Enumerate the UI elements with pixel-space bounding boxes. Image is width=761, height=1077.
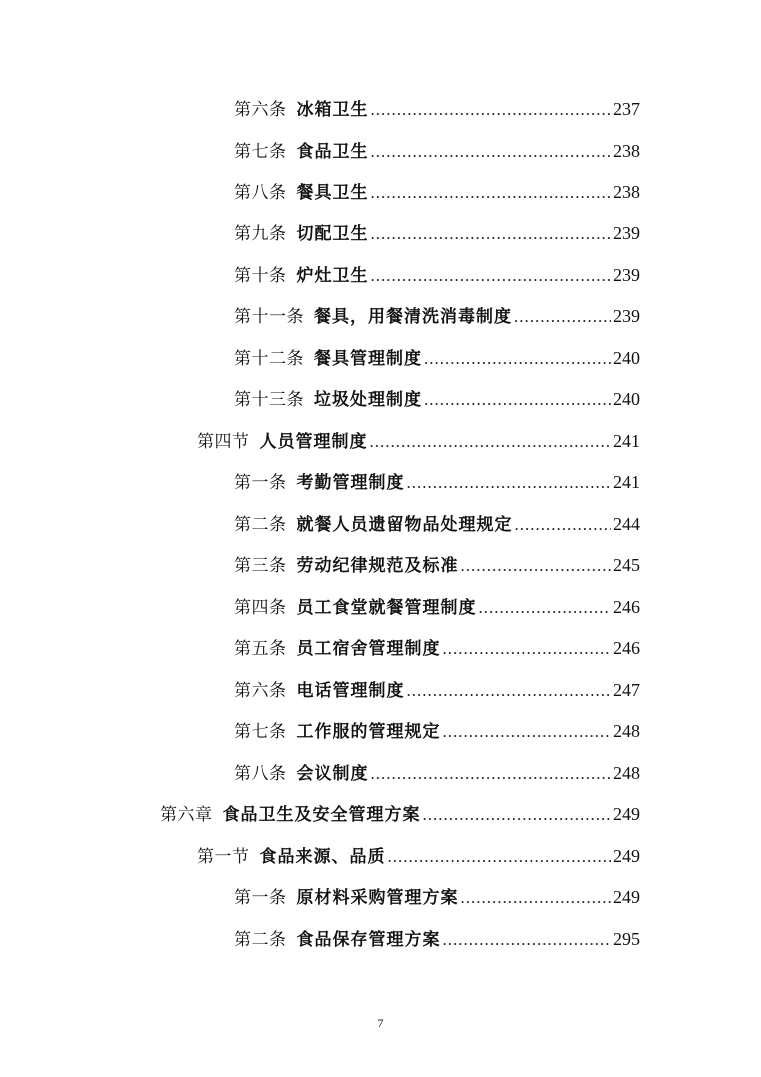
page-number: 7 bbox=[377, 1016, 384, 1030]
entry-number: 第八条 bbox=[234, 183, 287, 203]
entry-title: 炉灶卫生 bbox=[296, 266, 369, 286]
dot-leader bbox=[371, 140, 612, 164]
entry-page: 295 bbox=[613, 929, 640, 949]
entry-title: 劳动纪律规范及标准 bbox=[296, 556, 459, 576]
entry-page: 238 bbox=[613, 182, 640, 202]
entry-number: 第一节 bbox=[197, 847, 250, 867]
entry-page: 239 bbox=[613, 306, 640, 326]
entry-title: 工作服的管理规定 bbox=[296, 722, 441, 742]
toc-entry[interactable] bbox=[234, 927, 640, 951]
toc-entry[interactable] bbox=[234, 304, 640, 328]
toc-entry[interactable] bbox=[234, 470, 640, 494]
dot-leader bbox=[443, 928, 612, 952]
dot-leader bbox=[370, 430, 612, 454]
entry-title: 餐具管理制度 bbox=[314, 349, 422, 369]
entry-page: 241 bbox=[613, 472, 640, 492]
toc-entry[interactable] bbox=[234, 719, 640, 743]
dot-leader bbox=[514, 305, 611, 329]
toc-entry[interactable] bbox=[234, 761, 640, 785]
toc-entry[interactable] bbox=[234, 636, 640, 660]
entry-number: 第三条 bbox=[234, 556, 287, 576]
entry-title: 切配卫生 bbox=[296, 224, 369, 244]
entry-title: 电话管理制度 bbox=[296, 681, 405, 701]
toc-entry[interactable] bbox=[234, 595, 640, 619]
entry-page: 244 bbox=[613, 514, 640, 534]
entry-page: 246 bbox=[613, 638, 640, 658]
dot-leader bbox=[371, 264, 612, 288]
entry-title: 就餐人员遗留物品处理规定 bbox=[296, 515, 513, 535]
toc-entry[interactable] bbox=[234, 678, 640, 702]
entry-title: 考勤管理制度 bbox=[296, 473, 405, 493]
entry-number: 第二条 bbox=[234, 515, 287, 535]
dot-leader bbox=[461, 554, 612, 578]
entry-title: 食品卫生 bbox=[296, 142, 369, 162]
entry-number: 第十条 bbox=[234, 266, 287, 286]
toc-entry[interactable] bbox=[234, 387, 640, 411]
entry-page: 238 bbox=[613, 141, 640, 161]
dot-leader bbox=[443, 637, 612, 661]
entry-title: 员工宿舍管理制度 bbox=[296, 639, 441, 659]
entry-number: 第八条 bbox=[234, 764, 287, 784]
dot-leader bbox=[407, 679, 612, 703]
entry-title: 食品来源、品质 bbox=[259, 847, 386, 867]
entry-number: 第六条 bbox=[234, 681, 287, 701]
entry-title: 冰箱卫生 bbox=[296, 100, 369, 120]
dot-leader bbox=[371, 222, 612, 246]
entry-title: 食品卫生及安全管理方案 bbox=[222, 805, 421, 825]
entry-page: 246 bbox=[613, 597, 640, 617]
entry-number: 第六章 bbox=[160, 805, 213, 825]
entry-page: 248 bbox=[613, 721, 640, 741]
toc-entry[interactable] bbox=[234, 139, 640, 163]
entry-number: 第七条 bbox=[234, 722, 287, 742]
entry-page: 241 bbox=[613, 431, 640, 451]
entry-title: 餐具卫生 bbox=[296, 183, 369, 203]
toc-entry[interactable] bbox=[234, 180, 640, 204]
entry-page: 249 bbox=[613, 804, 640, 824]
entry-number: 第七条 bbox=[234, 142, 287, 162]
entry-page: 237 bbox=[613, 99, 640, 119]
toc-entry[interactable] bbox=[234, 346, 640, 370]
entry-title: 人员管理制度 bbox=[259, 432, 368, 452]
dot-leader bbox=[388, 845, 612, 869]
entry-page: 239 bbox=[613, 223, 640, 243]
entry-number: 第四条 bbox=[234, 598, 287, 618]
entry-number: 第十一条 bbox=[234, 307, 304, 327]
toc-entry[interactable] bbox=[234, 885, 640, 909]
dot-leader bbox=[424, 388, 611, 412]
entry-page: 247 bbox=[613, 680, 640, 700]
entry-page: 239 bbox=[613, 265, 640, 285]
toc-entry[interactable] bbox=[234, 553, 640, 577]
dot-leader bbox=[461, 886, 612, 910]
entry-page: 249 bbox=[613, 887, 640, 907]
dot-leader bbox=[371, 181, 612, 205]
entry-number: 第五条 bbox=[234, 639, 287, 659]
entry-title: 原材料采购管理方案 bbox=[296, 888, 459, 908]
dot-leader bbox=[407, 471, 612, 495]
dot-leader bbox=[371, 762, 612, 786]
entry-number: 第一条 bbox=[234, 473, 287, 493]
entry-number: 第一条 bbox=[234, 888, 287, 908]
entry-page: 240 bbox=[613, 389, 640, 409]
entry-number: 第十二条 bbox=[234, 349, 304, 369]
toc-entry[interactable] bbox=[234, 512, 640, 536]
toc-entry[interactable] bbox=[234, 263, 640, 287]
dot-leader bbox=[443, 720, 612, 744]
dot-leader bbox=[515, 513, 612, 537]
entry-number: 第六条 bbox=[234, 100, 287, 120]
dot-leader bbox=[371, 98, 612, 122]
toc-entry[interactable] bbox=[234, 97, 640, 121]
entry-number: 第九条 bbox=[234, 224, 287, 244]
dot-leader bbox=[423, 803, 612, 827]
entry-title: 会议制度 bbox=[296, 764, 369, 784]
dot-leader bbox=[424, 347, 611, 371]
entry-number: 第十三条 bbox=[234, 390, 304, 410]
entry-title: 垃圾处理制度 bbox=[314, 390, 422, 410]
entry-title: 员工食堂就餐管理制度 bbox=[296, 598, 477, 618]
toc-entry[interactable] bbox=[234, 221, 640, 245]
entry-page: 248 bbox=[613, 763, 640, 783]
toc-chapter-entry[interactable] bbox=[160, 802, 640, 826]
entry-page: 245 bbox=[613, 555, 640, 575]
entry-page: 249 bbox=[613, 846, 640, 866]
entry-title: 食品保存管理方案 bbox=[296, 930, 441, 950]
entry-number: 第二条 bbox=[234, 930, 287, 950]
entry-page: 240 bbox=[613, 348, 640, 368]
entry-title: 餐具，用餐清洗消毒制度 bbox=[314, 307, 512, 327]
dot-leader bbox=[479, 596, 612, 620]
entry-number: 第四节 bbox=[197, 432, 250, 452]
toc-section-entry[interactable] bbox=[197, 844, 640, 868]
toc-section-entry[interactable] bbox=[197, 429, 640, 453]
